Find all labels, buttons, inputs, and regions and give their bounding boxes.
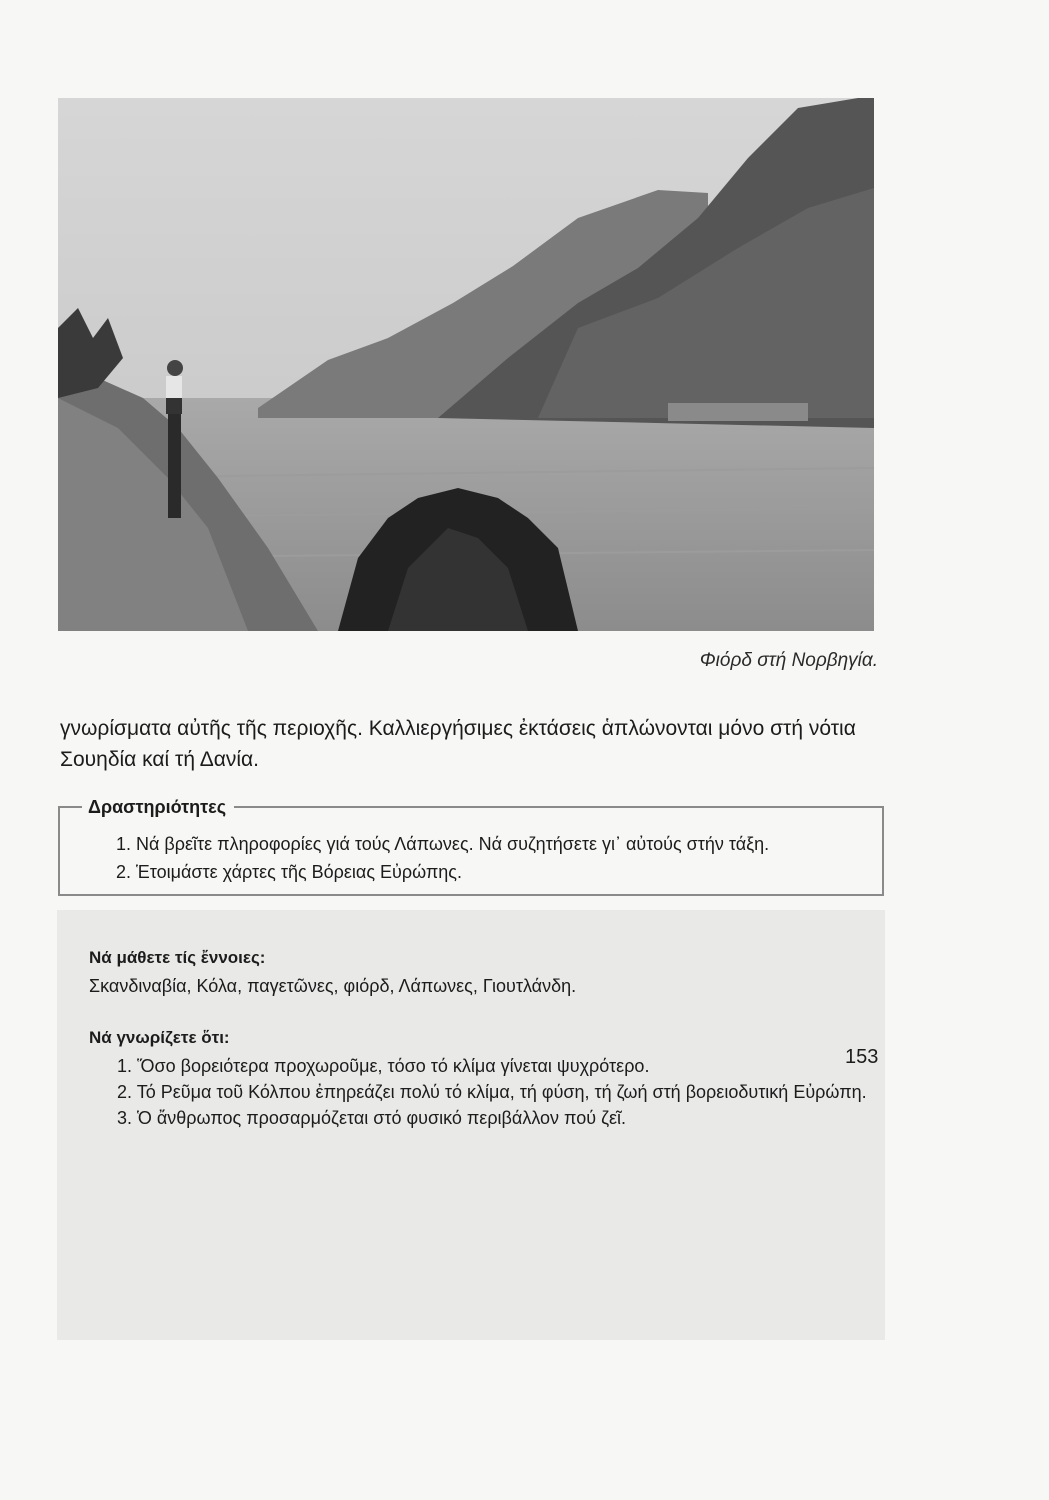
facts-list [89, 1053, 869, 1131]
photo-caption: Φιόρδ στή Νορβηγία. [699, 650, 878, 671]
page-number: 153 [845, 1046, 879, 1068]
activities-list [116, 830, 769, 886]
body-paragraph: γνωρίσματα αὐτῆς τῆς περιοχῆς. Καλλιεργήσιμες ἐκτάσεις ἁπλώνονται μόνο στή νότια Σουηδία καί τή Δανία. [60, 717, 856, 771]
fjord-photo-illustration [58, 98, 874, 631]
fjord-photo [58, 98, 874, 631]
activities-box [58, 797, 884, 896]
key-concepts-panel [57, 910, 885, 1340]
fact-item: 1. Ὅσο βορειότερα προχωροῦμε, τόσο τό κλίμα γίνεται ψυχρότερο. [117, 1056, 650, 1076]
activity-item: 1. Νά βρεῖτε πληροφορίες γιά τούς Λάπωνες. Νά συζητήσετε γι᾽ αὐτούς στήν τάξη. [116, 834, 770, 854]
fact-item: 2. Τό Ρεῦμα τοῦ Κόλπου ἐπηρεάζει πολύ τό κλίμα, τή φύση, τή ζωή στή βορειοδυτική Εὐρώπη. [117, 1082, 867, 1102]
concepts-heading: Νά μάθετε τίς ἔννοιες: [89, 948, 266, 967]
concepts-text: Σκανδιναβία, Κόλα, παγετῶνες, φιόρδ, Λάπωνες, Γιουτλάνδη. [89, 976, 577, 996]
activities-title: Δραστηριότητες [82, 796, 234, 818]
facts-heading: Νά γνωρίζετε ὅτι: [89, 1028, 230, 1047]
fact-item: 3. Ὁ ἄνθρωπος προσαρμόζεται στό φυσικό περιβάλλον πού ζεῖ. [117, 1108, 627, 1128]
activity-item: 2. Ἑτοιμάστε χάρτες τῆς Βόρειας Εὐρώπης. [116, 862, 462, 882]
